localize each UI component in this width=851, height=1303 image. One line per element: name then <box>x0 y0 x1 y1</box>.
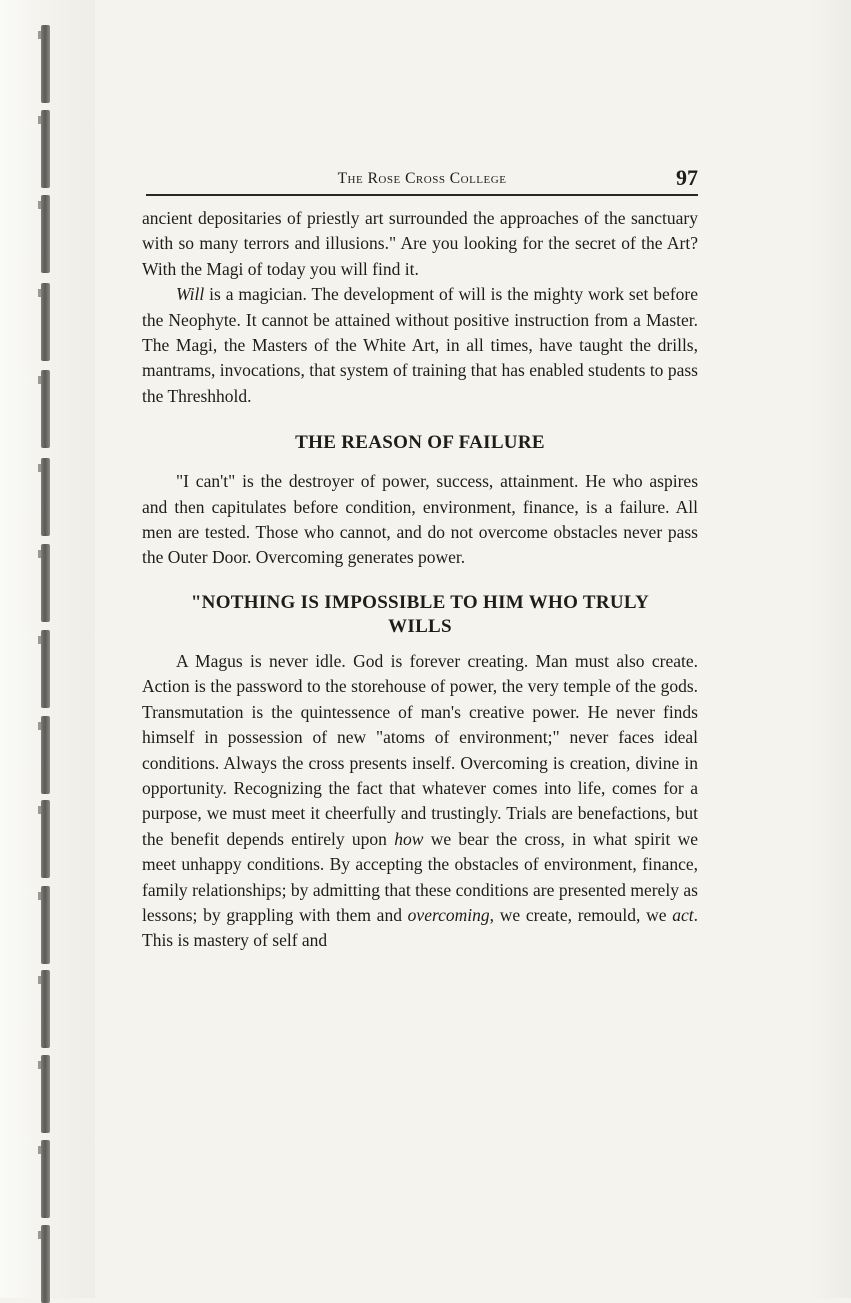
paragraph-continuation: ancient depositaries of priestly art surrounded the approaches of the sanctuary with so many terrors and illusions." Are you looking for the secret of the Art? With the Magi of today you will find it. <box>142 208 698 279</box>
punch-hole <box>41 283 50 361</box>
paragraph-will-text: is a magician. The development of will is the mighty work set before the Neophyte. It cannot be attained without positive instruction from a Master. The Magi, the Masters of the White Art, in all times, have taught the drills, mantrams, invocations, that system of training that has enabled students to pass the Threshhold. <box>142 284 698 406</box>
punch-hole <box>41 1225 50 1303</box>
section-heading-nothing-impossible: "NOTHING IS IMPOSSIBLE TO HIM WHO TRULY WILLS <box>190 591 650 637</box>
magus-text-4: . This is mastery of self and <box>142 904 698 951</box>
paragraph-failure: "I can't" is the destroyer of power, success, attainment. He who aspires and then capitulates before condition, environment, finance, is a failure. All men are tested. Those who cannot, and do not overcome obstacles never pass the Outer Door. Overcoming generates power. <box>142 471 698 568</box>
how-emphasis: how <box>394 828 424 849</box>
punch-hole <box>41 886 50 964</box>
binding-margin <box>0 0 95 1298</box>
punch-hole <box>41 195 50 273</box>
magus-text-1: A Magus is never idle. God is forever creating. Man must also create. Action is the password to the storehouse of power, the very temple of the gods. Transmutation is the quintessence of man's creative power. He never finds himself in possession of new "atoms of environment;" never faces ideal conditions. Always the cross presents inself. Overcoming is creation, divine in opportunity. Recognizing the fact that whatever comes into life, comes for a purpose, we must meet it cheerfully and trustingly. Trials are benefactions, but the benefit depends entirely upon <box>142 650 698 849</box>
punch-hole <box>41 544 50 622</box>
punch-hole <box>41 25 50 103</box>
magus-text-3: , we create, remould, we <box>489 904 673 925</box>
punch-hole <box>41 458 50 536</box>
overcoming-emphasis: overcoming <box>407 904 490 925</box>
punch-hole <box>41 370 50 448</box>
running-header <box>146 164 698 196</box>
section-heading-failure: THE REASON OF FAILURE <box>295 432 545 454</box>
act-emphasis: act <box>672 904 694 925</box>
page-edge-shadow <box>811 0 851 1298</box>
punch-hole <box>41 800 50 878</box>
punch-hole <box>41 1055 50 1133</box>
running-title: The Rose Cross College <box>337 170 507 187</box>
magus-text-2: we bear the cross, in what spirit we meet unhappy conditions. By accepting the obstacles of environment, finance, family relationships; by admitting that these conditions are presented merely as lessons; by grappling with them and <box>142 828 699 925</box>
punch-hole <box>41 630 50 708</box>
punch-hole <box>41 716 50 794</box>
punch-hole <box>41 110 50 188</box>
page-body <box>142 206 698 954</box>
punch-hole <box>41 970 50 1048</box>
will-emphasis: Will <box>176 284 205 305</box>
paragraph-magus <box>142 649 698 954</box>
page-number: 97 <box>676 165 698 190</box>
paragraph-will <box>142 282 698 409</box>
punch-hole <box>41 1140 50 1218</box>
